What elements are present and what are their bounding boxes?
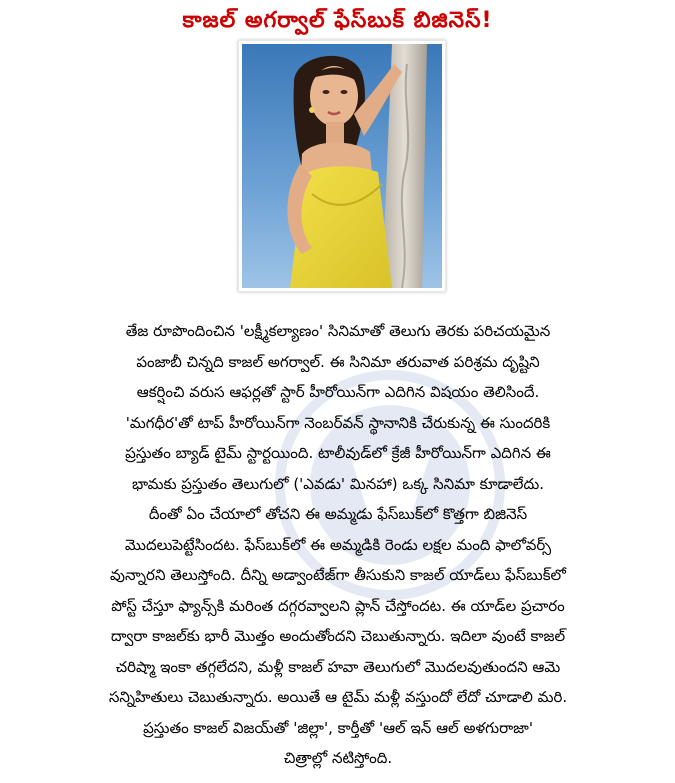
article-line: ప్రస్తుతం బ్యాడ్ టైమ్ స్టార్టయింది. టాలీవుడ్‌లో క్రేజీ హీరోయిన్‌గా ఎదిగిన ఈ	[125, 444, 551, 462]
article-line: ఆకర్షించి వరుస ఆఫర్లతో స్టార్ హీరోయిన్‌గా ఎదిగిన విషయం తెలిసిందే.	[136, 383, 540, 401]
article-line: మొదలుపెట్టేసిందట. ఫేస్‌బుక్‌లో ఈ అమ్మడికి రెండు లక్షల మంది ఫాలోవర్స్	[124, 535, 552, 554]
article-body	[18, 316, 658, 774]
article-line: చిత్రాల్లో నటిస్తోంది.	[283, 749, 393, 767]
article-line: దీంతో ఏం చేయాలో తోచని ఈ అమ్మడు ఫేస్‌బుక్‌లో కొత్తగా బిజినెస్	[148, 505, 528, 523]
article-line: భామకు ప్రస్తుతం తెలుగులో ('ఎవడు' మినహా) ఒక్క సినిమా కూడాలేదు.	[132, 474, 544, 493]
actress-photo-icon	[242, 44, 442, 288]
article-line: వున్నారని తెలుస్తోంది. దీన్ని అడ్వాంటేజ్‌గా తీసుకుని కాజల్ యాడ్‌లు ఫేస్‌బుక్‌లో	[110, 566, 566, 584]
article-photo	[238, 40, 446, 292]
article-line: తేజ రూపొందించిన 'లక్ష్మీకల్యాణం' సినిమాతో తెలుగు తెరకు పరిచయమైన	[125, 322, 551, 340]
article-line: పంజాబీ చిన్నది కాజల్ అగర్వాల్. ఈ సినిమా తరువాత పరిశ్రమ దృష్టిని	[136, 352, 540, 371]
article-line: ద్వారా కాజల్‌కు భారీ మొత్తం అందుతోందని చెబుతున్నారు. ఇదిలా వుంటే కాజల్	[110, 627, 566, 645]
article-line: ప్రస్తుతం కాజల్ విజయ్‌తో 'జిల్లా', కార్తీతో 'ఆల్ ఇన్ ఆల్ అళగురాజా'	[143, 718, 533, 737]
article-title: కాజల్ అగర్వాల్ ఫేస్‌బుక్ బిజినెస్!	[182, 8, 493, 33]
article-line: పోస్ట్ చేస్తూ ఫ్యాన్స్‌కి మరింత దగ్గరవ్వాలని ప్లాన్ చేస్తోందట. ఈ యాడ్‌ల ప్రచారం	[111, 596, 565, 615]
article-line: సన్నిహితులు చెబుతున్నారు. అయితే ఆ టైమ్ మళ్లీ వస్తుందో లేదో చూడాలి మరి.	[108, 688, 568, 706]
article-line: చరిష్మా ఇంకా తగ్గలేదని, మళ్లీ కాజల్ హవా తెలుగులో మొదలవుతుందని ఆమె	[115, 657, 561, 676]
article-line: 'మగధీర'తో టాప్ హీరోయిన్‌గా నెంబర్‌వన్ స్థానానికి చేరుకున్న ఈ సుందరికి	[125, 413, 551, 432]
